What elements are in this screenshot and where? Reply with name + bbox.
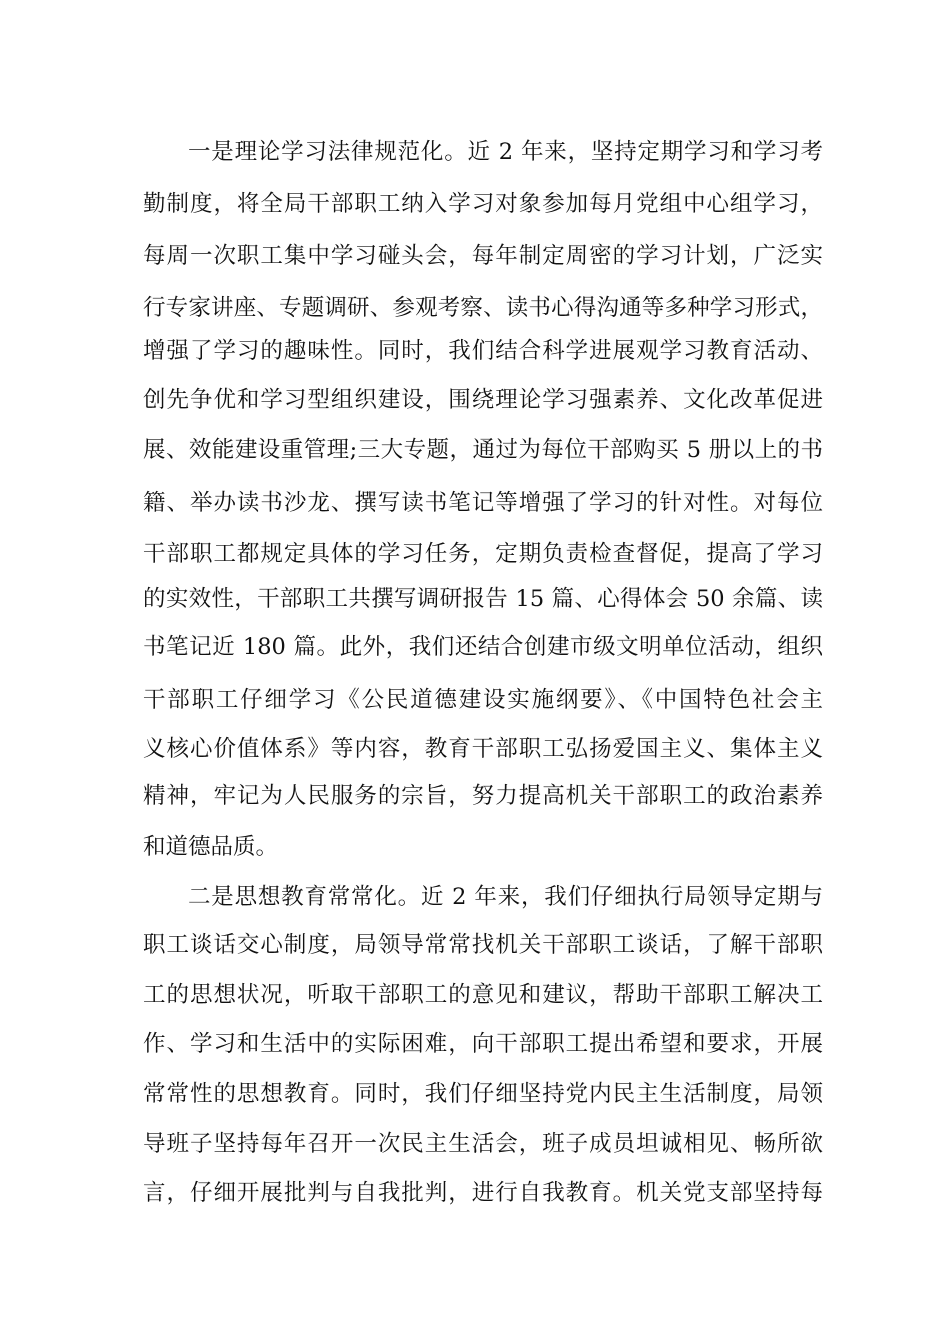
paragraph-line: 一是理论学习法律规范化。近 2 年来，坚持定期学习和学习考 <box>188 139 823 165</box>
paragraph-line: 勤制度，将全局干部职工纳入学习对象参加每月党组中心组学习， <box>143 191 823 217</box>
paragraph-line: 干部职工仔细学习《公民道德建设实施纲要》、《中国特色社会主 <box>143 687 823 713</box>
paragraph-line: 常常性的思想教育。同时，我们仔细坚持党内民主生活制度，局领 <box>143 1081 823 1107</box>
paragraph-line: 作、学习和生活中的实际困难，向干部职工提出希望和要求，开展 <box>143 1031 823 1057</box>
paragraph-line: 每周一次职工集中学习碰头会，每年制定周密的学习计划，广泛实 <box>143 243 823 269</box>
paragraph-line: 干部职工都规定具体的学习任务，定期负责检查督促，提高了学习 <box>143 541 823 567</box>
paragraph-line: 二是思想教育常常化。近 2 年来，我们仔细执行局领导定期与 <box>188 884 823 910</box>
paragraph-line: 书笔记近 180 篇。此外，我们还结合创建市级文明单位活动，组织 <box>143 634 823 660</box>
paragraph-line: 展、效能建设重管理;三大专题，通过为每位干部购买 5 册以上的书 <box>143 437 823 463</box>
paragraph-line: 创先争优和学习型组织建设，围绕理论学习强素养、文化改革促进 <box>143 387 823 413</box>
paragraph-line: 义核心价值体系》等内容，教育干部职工弘扬爱国主义、集体主义 <box>143 736 823 762</box>
paragraph-line: 职工谈话交心制度，局领导常常找机关干部职工谈话，了解干部职 <box>143 932 823 958</box>
paragraph-line: 行专家讲座、专题调研、参观考察、读书心得沟通等多种学习形式， <box>143 295 823 321</box>
paragraph-line: 工的思想状况，听取干部职工的意见和建议，帮助干部职工解决工 <box>143 982 823 1008</box>
paragraph-line: 精神，牢记为人民服务的宗旨，努力提高机关干部职工的政治素养 <box>143 783 823 809</box>
paragraph-line: 籍、举办读书沙龙、撰写读书笔记等增强了学习的针对性。对每位 <box>143 490 823 516</box>
paragraph-line: 的实效性，干部职工共撰写调研报告 15 篇、心得体会 50 余篇、读 <box>143 586 823 612</box>
paragraph-line: 和道德品质。 <box>143 834 279 860</box>
paragraph-line: 导班子坚持每年召开一次民主生活会，班子成员坦诚相见、畅所欲 <box>143 1131 823 1157</box>
paragraph-line: 言，仔细开展批判与自我批判，进行自我教育。机关党支部坚持每 <box>143 1180 823 1206</box>
paragraph-line: 增强了学习的趣味性。同时，我们结合科学进展观学习教育活动、 <box>143 338 823 364</box>
